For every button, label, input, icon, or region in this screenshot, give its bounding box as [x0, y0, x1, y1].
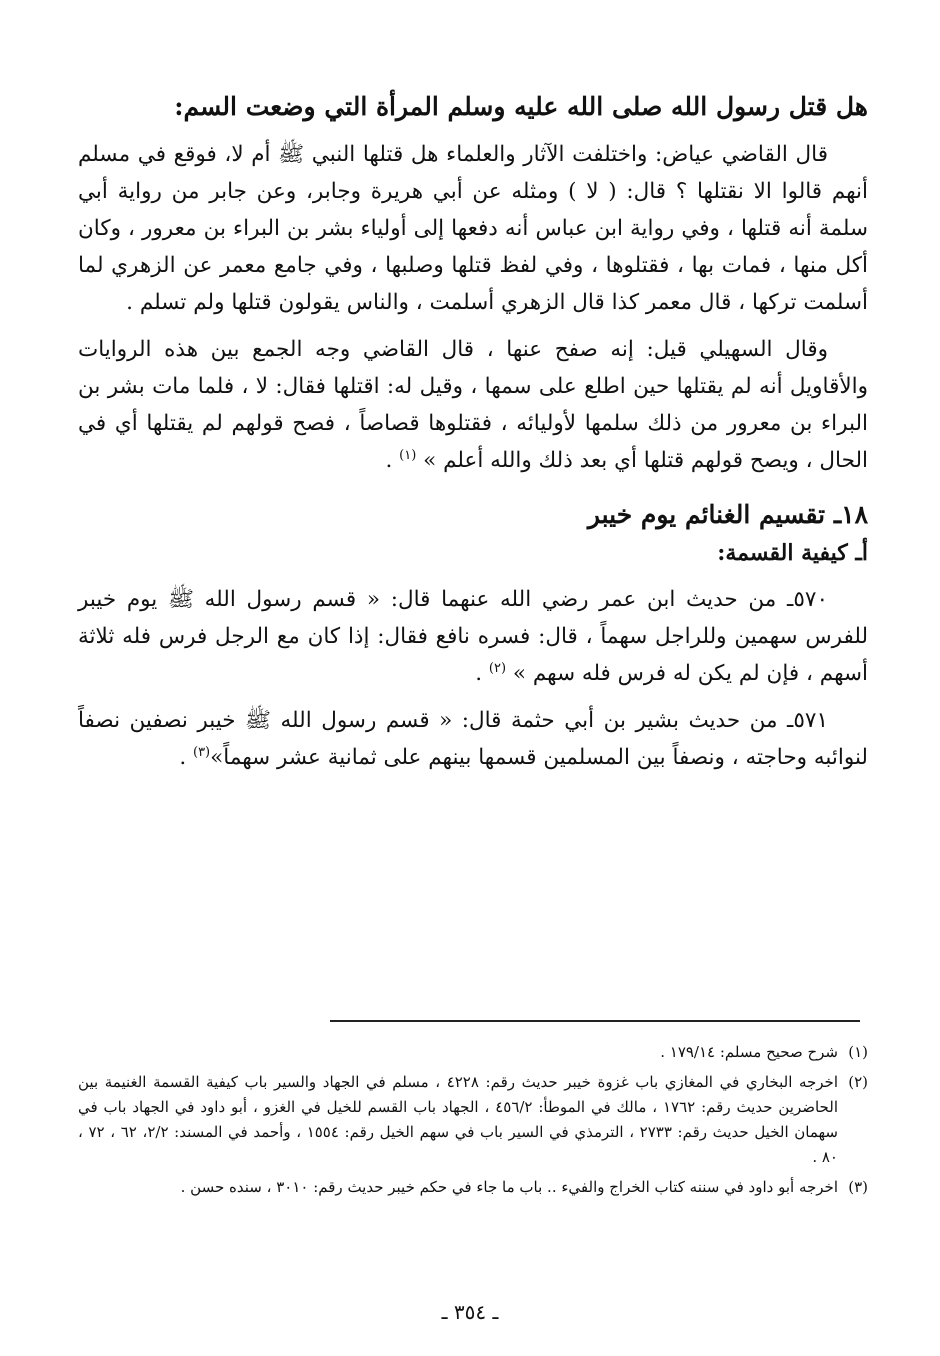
footnote-2	[78, 1070, 868, 1170]
footnotes	[78, 1040, 868, 1205]
section-title: ١٨ـ تقسيم الغنائم يوم خيبر	[587, 500, 868, 529]
paragraph-suhayli	[78, 331, 868, 479]
page-body	[78, 88, 868, 786]
paragraph-text: قال القاضي عياض: واختلفت الآثار والعلماء هل قتلها النبي ﷺ أم لا، فوقع في مسلم أنهم قالوا الا نقتلها ؟ قال: ( لا ) ومثله عن أبي هريرة وجابر، وعن جابر من رواية أبي سلمة أنه قتلها ، وفي رواية ابن عباس أنه دفعها إلى أولياء بشر بن البراء بن معرور ، وكان أكل منها ، فمات بها ، فقتلوها ، وفي لفظ قتلها وصلبها ، وفي جامع معمر عن الزهري لما أسلمت تركها ، قال معمر كذا قال الزهري أسلمت ، والناس يقولون قتلها ولم تسلم .	[78, 142, 868, 315]
paragraph-text: وقال السهيلي قيل: إنه صفح عنها ، قال القاضي وجه الجمع بين هذه الروايات والأقاويل أنه لم يقتلها حين اطلع على سمها ، وقيل له: اقتلها فقال: لا ، فلما مات بشر بن البراء بن معرور من ذلك سلمها لأوليائه ، فقتلوها قصاصاً ، فصح قولهم لم يقتلها أي في الحال ، ويصح قولهم قتلها أي بعد ذلك والله أعلم »	[78, 337, 868, 473]
page-number: ـ ٣٥٤ ـ	[441, 1300, 499, 1324]
footnote-separator	[330, 1020, 860, 1022]
paragraph-text: ٥٧٠ـ من حديث ابن عمر رضي الله عنهما قال: « قسم رسول الله ﷺ يوم خيبر للفرس سهمين وللراجل سهماً ، قال: فسره نافع فقال: إذا كان مع الرجل فرس فله ثلاثة أسهم ، فإن لم يكن له فرس فله سهم »	[78, 587, 868, 686]
paragraph-end: .	[385, 448, 400, 473]
hadith-571	[78, 702, 868, 776]
footnote-text: اخرجه أبو داود في سننه كتاب الخراج والفيء .. باب ما جاء في حكم خيبر حديث رقم: ٣٠١٠ ، سنده حسن .	[180, 1178, 838, 1196]
paragraph-text: ٥٧١ـ من حديث بشير بن أبي حثمة قال: « قسم رسول الله ﷺ خيبر نصفين نصفاً لنوائبه وحاجته ، ونصفاً بين المسلمين قسمها بينهم على ثمانية عشر سهماً»	[78, 708, 868, 770]
footnote-number: (٣)	[848, 1178, 868, 1196]
footnote-marker: (٣)	[192, 744, 211, 760]
footnote-number: (١)	[848, 1043, 868, 1061]
footnote-text: اخرجه البخاري في المغازي باب غزوة خيبر حديث رقم: ٤٢٢٨ ، مسلم في الجهاد والسير باب كيفية القسمة الغنيمة بين الحاضرين حديث رقم: ١٧٦٢ ، مالك في الموطأ: ٤٥٦/٢ ، الجهاد باب القسم للخيل في الغزو ، أبو داود في الجهاد باب في سهمان الخيل حديث رقم: ٢٧٣٣ ، الترمذي في السير باب في سهم الخيل رقم: ١٥٥٤ ، وأحمد في المسند: ٢/٢، ٦٢ ، ٧٢ ، ٨٠ .	[78, 1073, 838, 1166]
footnote-number: (٢)	[848, 1073, 868, 1091]
main-heading: هل قتل رسول الله صلى الله عليه وسلم المرأة التي وضعت السم:	[174, 92, 868, 121]
paragraph-qadi-iyad	[78, 136, 868, 321]
footnote-3	[78, 1175, 868, 1200]
paragraph-end: .	[179, 745, 193, 770]
paragraph-end: .	[475, 661, 489, 686]
sub-title: أـ كيفية القسمة:	[717, 540, 868, 566]
footnote-1	[78, 1040, 868, 1065]
footnote-marker: (١)	[399, 447, 417, 463]
footnote-text: شرح صحيح مسلم: ١٧٩/١٤ .	[660, 1043, 838, 1061]
hadith-570	[78, 581, 868, 692]
footnote-marker: (٢)	[488, 660, 507, 676]
